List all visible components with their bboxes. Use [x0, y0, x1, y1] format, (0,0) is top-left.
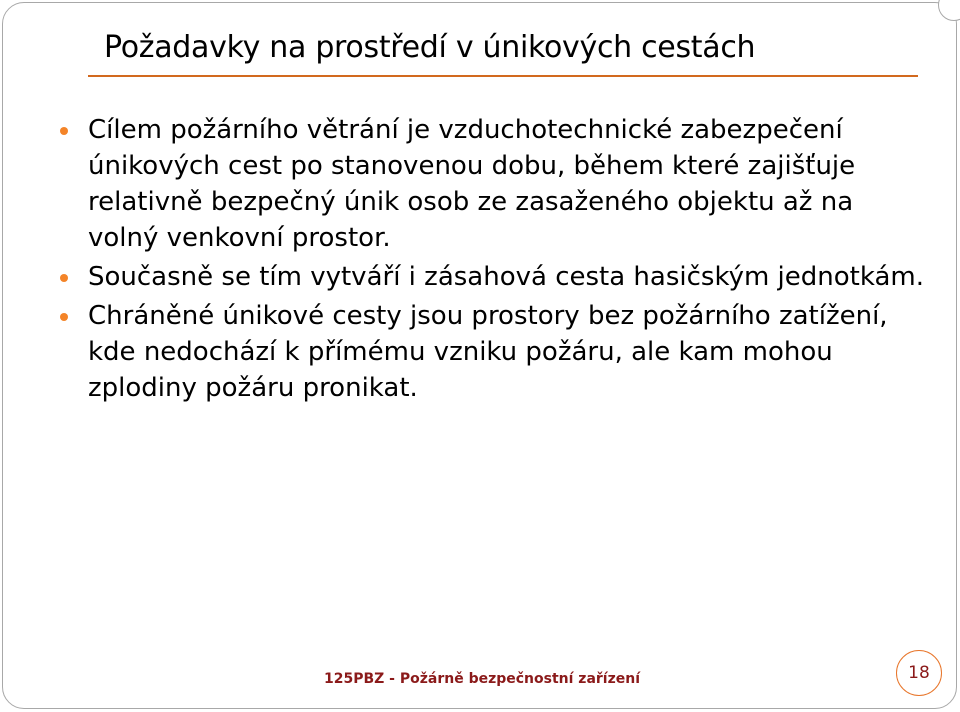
slide-title: Požadavky na prostředí v únikových cestách: [104, 30, 756, 65]
bullet-text: Cílem požárního větrání je vzduchotechnické zabezpečení únikových cest po stanovenou dobu, během které zajišťuje relativně bezpečný únik osob ze zasaženého objektu až na volný venkovní prostor.: [88, 115, 856, 253]
slide-footer: 125PBZ - Požárně bezpečnostní zařízení: [324, 671, 641, 687]
bullet-dot-icon: [60, 274, 68, 282]
title-underline: [88, 75, 918, 77]
corner-decoration: [938, 0, 960, 21]
bullet-item: [60, 259, 930, 295]
page-number-badge: [896, 650, 942, 696]
bullet-item: [60, 112, 930, 256]
bullet-text: Současně se tím vytváří i zásahová cesta hasičským jednotkám.: [88, 262, 924, 292]
bullet-dot-icon: [60, 313, 68, 321]
bullet-list: [60, 112, 930, 409]
page-number: 18: [908, 663, 930, 683]
bullet-text: Chráněné únikové cesty jsou prostory bez požárního zatížení, kde nedochází k přímému vzniku požáru, ale kam mohou zplodiny požáru pronikat.: [88, 301, 888, 403]
bullet-item: [60, 298, 930, 406]
bullet-dot-icon: [60, 127, 68, 135]
